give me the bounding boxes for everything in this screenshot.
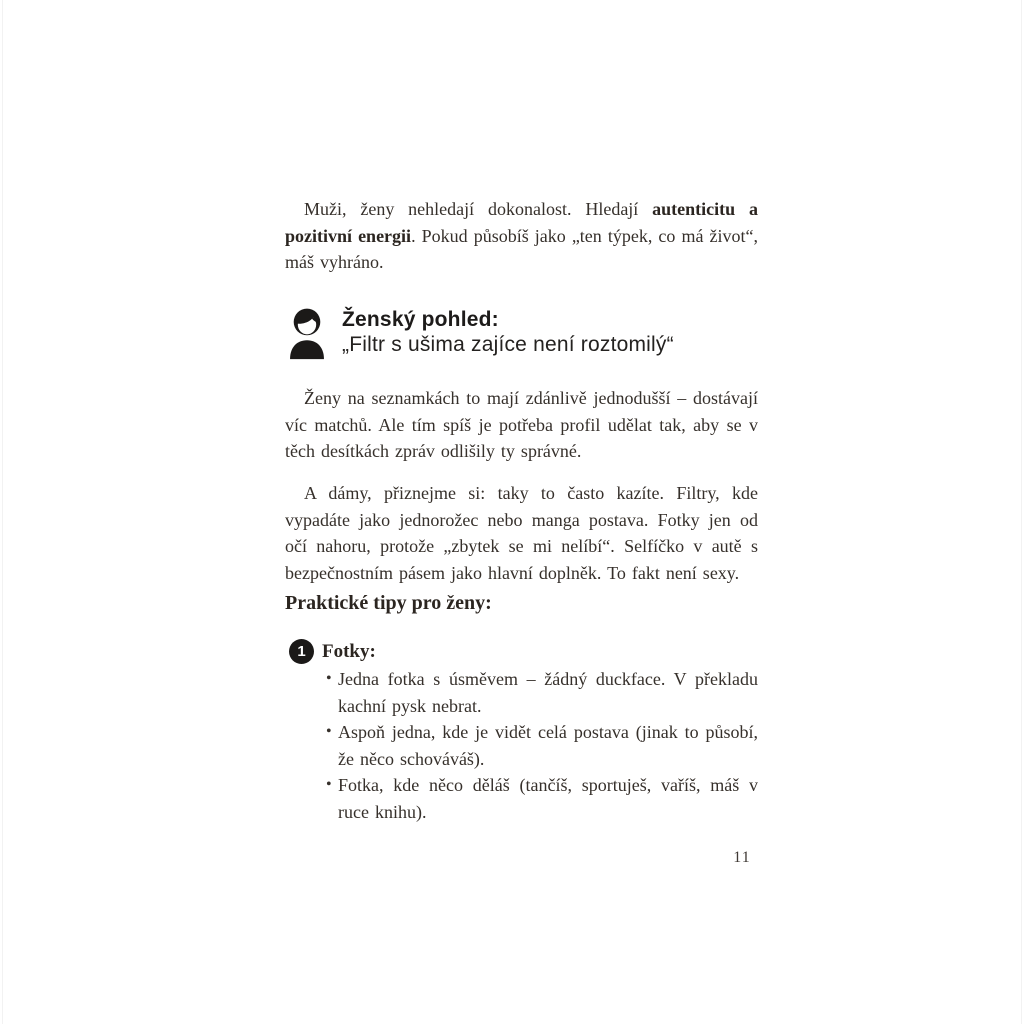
list-item — [285, 719, 758, 772]
intro-text-lead: Muži, ženy nehledají dokonalost. Hledají — [304, 199, 653, 219]
list-item — [285, 772, 758, 825]
section-heading-text — [342, 305, 674, 357]
bullet-marker: • — [326, 723, 332, 740]
tip-item-photos — [285, 639, 376, 664]
page-number: 11 — [733, 849, 751, 866]
bullet-list — [285, 666, 758, 825]
paragraph-ladies-mistakes: A dámy, přiznejme si: taky to často kazíte. Filtry, kde vypadáte jako jednorožec nebo manga postava. Fotky jen od očí nahoru, protože „zbytek se mi nelíbí“. Selfíčko v autě s bezpečnostním pásem jako hlavní doplněk. To fakt není sexy. — [285, 483, 758, 583]
section-heading-subtitle: „Filtr s ušima zajíce není roztomilý“ — [342, 333, 674, 356]
intro-paragraph — [285, 196, 758, 276]
bullet-text: Jedna fotka s úsměvem – žádný duckface. V překladu kachní pysk nebrat. — [338, 669, 758, 716]
number-badge-text: 1 — [297, 643, 306, 660]
intro-text-tail: . Pokud působíš jako „ten týpek, co má život“, máš vyhráno. — [285, 225, 758, 272]
section-heading-title: Ženský pohled: — [342, 308, 499, 331]
page-edge-right — [1021, 0, 1022, 1024]
bullet-text: Aspoň jedna, kde je vidět celá postava (jinak to působí, že něco schováváš). — [338, 722, 758, 769]
bullet-marker: • — [326, 776, 332, 793]
tips-heading: Praktické tipy pro ženy: — [285, 592, 492, 614]
page-edge-left — [2, 0, 3, 1024]
bullet-marker: • — [326, 670, 332, 687]
intro-text-bold: autenticitu a pozitivní energii — [285, 199, 758, 246]
paragraph-women-apps: Ženy na seznamkách to mají zdánlivě jednodušší – dostávají víc matchů. Ale tím spíš je potřeba profil udělat tak, aby se v těch desítkách zpráv odlišily ty správné. — [285, 388, 758, 461]
section-heading — [285, 305, 758, 360]
woman-avatar-icon — [285, 305, 329, 360]
bullet-text: Fotka, kde něco děláš (tančíš, sportuješ, vaříš, máš v ruce knihu). — [338, 775, 758, 822]
tip-label: Fotky: — [322, 640, 376, 662]
list-item — [285, 666, 758, 719]
number-badge — [289, 639, 314, 664]
